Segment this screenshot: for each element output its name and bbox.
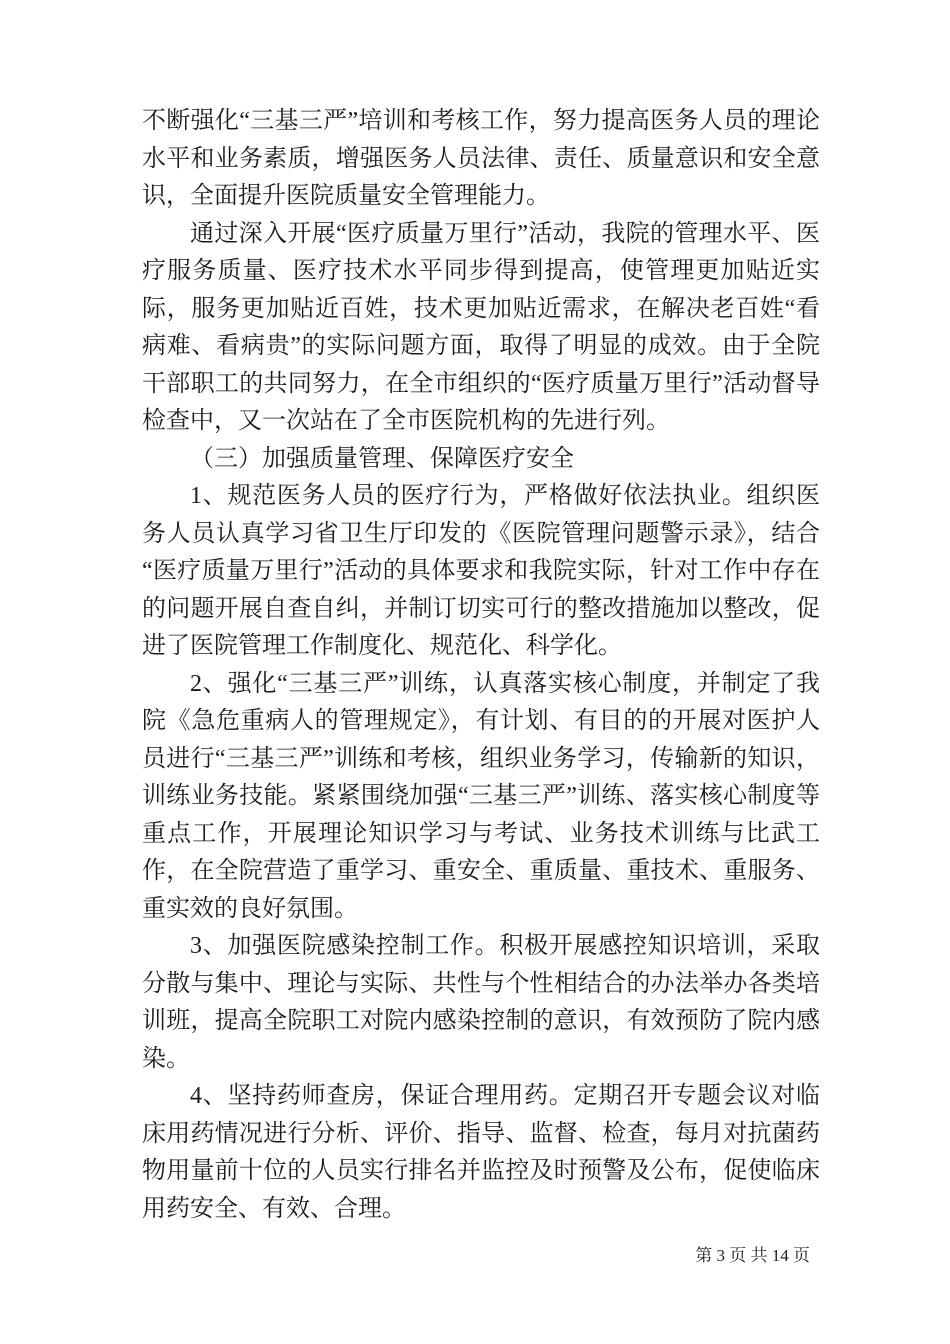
paragraph: 1、规范医务人员的医疗行为，严格做好依法执业。组织医务人员认真学习省卫生厅印发的《医院管理问题警示录》，结合“医疗质量万里行”活动的具体要求和我院实际，针对工作中存在的问题开展自查自纠，并制订切实可行的整改措施加以整改，促进了医院管理工作制度化、规范化、科学化。 (142, 483, 820, 659)
paragraph: 4、坚持药师查房，保证合理用药。定期召开专题会议对临床用药情况进行分析、评价、指导、监督、检查，每月对抗菌药物用量前十位的人员实行排名并监控及时预警及公布，促使临床用药安全、有效、合理。 (142, 1083, 820, 1222)
paragraph: 2、强化“三基三严”训练，认真落实核心制度，并制定了我院《急危重病人的管理规定》，有计划、有目的的开展对医护人员进行“三基三严”训练和考核，组织业务学习，传输新的知识，训练业务技能。紧紧围绕加强“三基三严”训练、落实核心制度等重点工作，开展理论知识学习与考试、业务技术训练与比武工作，在全院营造了重学习、重安全、重质量、重技术、重服务、重实效的良好氛围。 (142, 670, 820, 922)
paragraph: 不断强化“三基三严”培训和考核工作，努力提高医务人员的理论水平和业务素质，增强医务人员法律、责任、质量意识和安全意识，全面提升医院质量安全管理能力。 (142, 108, 820, 209)
document-body (142, 103, 820, 1228)
page-number-label: 第 3 页 共 14 页 (695, 1246, 810, 1265)
paragraph: （三）加强质量管理、保障医疗安全 (190, 445, 574, 472)
paragraph: 通过深入开展“医疗质量万里行”活动，我院的管理水平、医疗服务质量、医疗技术水平同步得到提高，使管理更加贴近实际，服务更加贴近百姓，技术更加贴近需求，在解决老百姓“看病难、看病贵”的实际问题方面，取得了明显的成效。由于全院干部职工的共同努力，在全市组织的“医疗质量万里行”活动督导检查中，又一次站在了全市医院机构的先进行列。 (142, 220, 820, 434)
page-footer (695, 1246, 810, 1266)
paragraph: 3、加强医院感染控制工作。积极开展感控知识培训，采取分散与集中、理论与实际、共性与个性相结合的办法举办各类培训班，提高全院职工对院内感染控制的意识，有效预防了院内感染。 (142, 933, 820, 1072)
